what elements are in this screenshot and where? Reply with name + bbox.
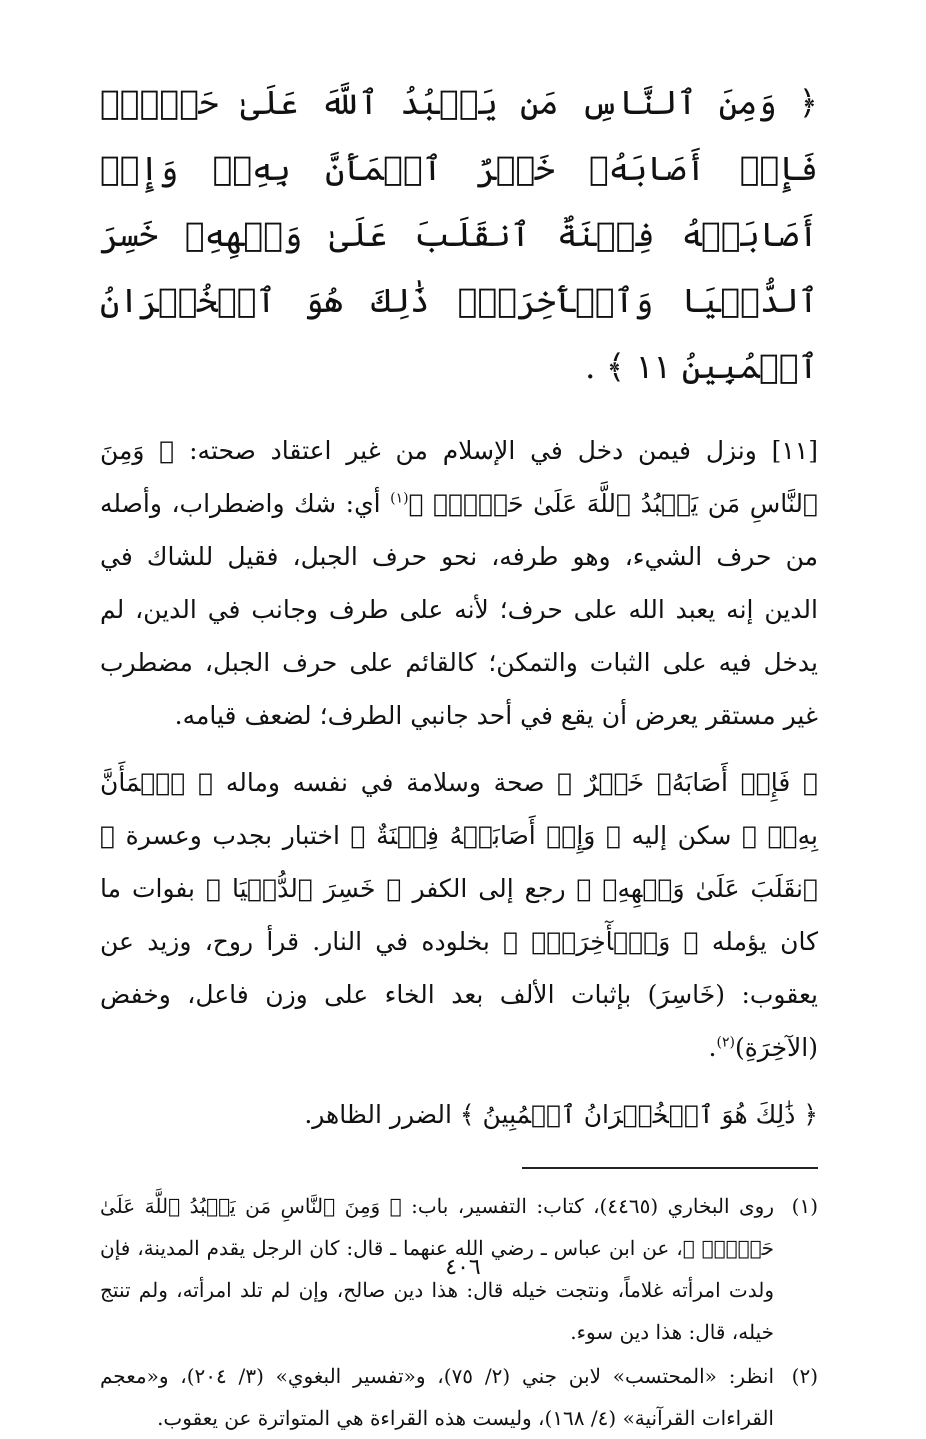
footnote-text: روى البخاري (٤٤٦٥)، كتاب: التفسير، باب: ﴿ وَمِنَ ٱلنَّاسِ مَن يَعۡبُدُ ٱللَّهَ عَلَىٰ حَرۡفٖۖ ﴾، عن ابن عباس ـ رضي الله عنهما ـ قال: كان الرجل يقدم المدينة، فإن ولدت امرأته غلاماً، ونتجت خيله قال: هذا دين صالح، وإن لم تلد امرأته، ولم تنتج خيله، قال: هذا دين سوء. bbox=[100, 1194, 775, 1344]
footnote-ref-2[interactable]: (٢) bbox=[716, 1034, 735, 1051]
footnote-2 bbox=[100, 1355, 818, 1439]
commentary-text: أي: شك واضطراب، وأصله من حرف الشيء، وهو طرفه، نحو حرف الجبل، فقيل للشاك في الدين إنه يعبد الله على حرف؛ لأنه على طرف وجانب في الدين، لم يدخل فيه على الثبات والتمكن؛ كالقائم على حرف الجبل، مضطرب غير مستقر يعرض أن يقع في أحد جانبي الطرف؛ لضعف قيامه. bbox=[100, 489, 818, 730]
footnote-number: (١) bbox=[791, 1194, 818, 1218]
footnote-text: انظر: «المحتسب» لابن جني (٢/ ٧٥)، و«تفسير البغوي» (٣/ ٢٠٤)، و«معجم القراءات القرآنية» (٤/ ١٦٨)، وليست هذه القراءة هي المتواترة عن يعقوب. bbox=[100, 1364, 774, 1430]
commentary-paragraph-2 bbox=[100, 756, 818, 1074]
footnote-number: (٢) bbox=[791, 1364, 818, 1388]
commentary-paragraph-3: ﴿ ذَٰلِكَ هُوَ ٱلۡخُسۡرَانُ ٱلۡمُبِينُ ﴾ الضرر الظاهر. bbox=[304, 1100, 818, 1129]
commentary-paragraph-1 bbox=[100, 424, 818, 742]
footnote-divider bbox=[522, 1167, 818, 1169]
page-body bbox=[100, 70, 818, 1430]
commentary-text: . bbox=[708, 1033, 717, 1062]
page-number: ٤٠٦ bbox=[445, 1255, 481, 1280]
quran-verse: ﴿ وَمِنَ ٱلنَّاسِ مَن يَعۡبُدُ ٱللَّهَ عَلَىٰ حَرۡفٖۖ فَإِنۡ أَصَابَهُۥ خَيۡرٌ ٱطۡمَأَنَّ بِهِۦۖ وَإِنۡ أَصَابَتۡهُ فِتۡنَةٌ ٱنقَلَبَ عَلَىٰ وَجۡهِهِۦ خَسِرَ ٱلدُّنۡيَا وَٱلۡأٓخِرَةَۚ ذَٰلِكَ هُوَ ٱلۡخُسۡرَانُ ٱلۡمُبِينُ ١١ ﴾ . bbox=[100, 83, 818, 386]
commentary-text: [١١] ونزل فيمن دخل في الإسلام من غير اعتقاد صحته: ﴿ وَمِنَ ٱلنَّاسِ مَن يَعۡبُدُ ٱللَّهَ عَلَىٰ حَرۡفٖۖ ﴾ bbox=[100, 436, 818, 518]
footnotes bbox=[100, 1185, 818, 1439]
commentary-text: ﴿ فَإِنۡ أَصَابَهُۥ خَيۡرٌ ﴾ صحة وسلامة في نفسه وماله ﴿ ٱطۡمَأَنَّ بِهِۦۖ ﴾ سكن إليه ﴿ وَإِنۡ أَصَابَتۡهُ فِتۡنَةٌ ﴾ اختبار بجدب وعسرة ﴿ ٱنقَلَبَ عَلَىٰ وَجۡهِهِۦ ﴾ رجع إلى الكفر ﴿ خَسِرَ ٱلدُّنۡيَا ﴾ بفوات ما كان يؤمله ﴿ وَٱلۡأٓخِرَةَۚ ﴾ بخلوده في النار. قرأ روح، وزيد عن يعقوب: (خَاسِرَ) بإثبات الألف بعد الخاء على وزن فاعل، وخفض (الآخِرَةِ) bbox=[100, 768, 818, 1062]
footnote-ref-1[interactable]: (١) bbox=[390, 490, 409, 507]
